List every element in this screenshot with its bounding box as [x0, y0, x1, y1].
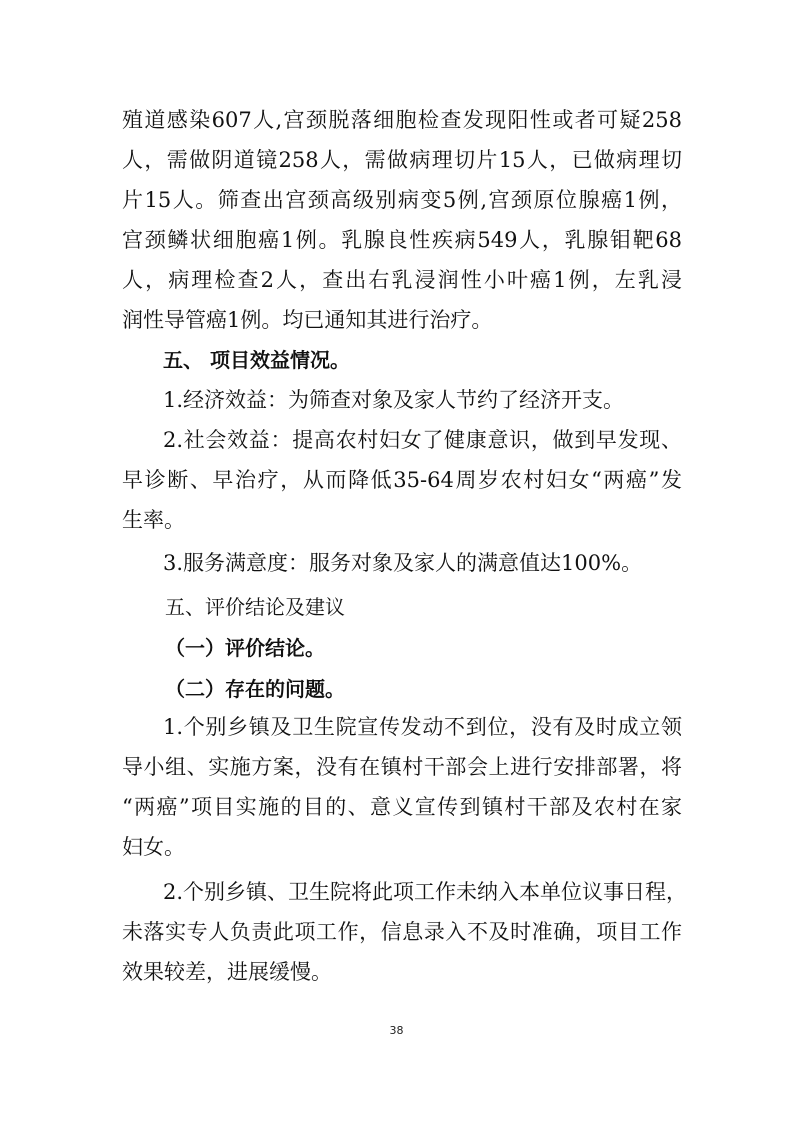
body-line: 未落实专人负责此项工作，信息录入不及时准确，项目工作 [122, 920, 682, 944]
section-heading: 五、 项目效益情况。 [163, 348, 350, 372]
body-line: 宫颈鳞状细胞癌1例。乳腺良性疾病549人，乳腺钼靶68 [122, 228, 682, 252]
body-line: 早诊断、早治疗，从而降低35-64周岁农村妇女“两癌”发 [122, 468, 682, 492]
subsection-heading: （二）存在的问题。 [165, 677, 345, 701]
body-line: 人，病理检查2人，查出右乳浸润性小叶癌1例，左乳浸 [122, 268, 682, 292]
body-line: 1.经济效益：为筛查对象及家人节约了经济开支。 [163, 388, 625, 412]
body-line: 妇女。 [122, 835, 185, 859]
page-number: 38 [389, 1024, 404, 1037]
body-line: 导小组、实施方案，没有在镇村干部会上进行安排部署，将 [122, 755, 682, 779]
body-line: “两癌”项目实施的目的、意义宣传到镇村干部及农村在家 [122, 795, 682, 819]
body-line: 效果较差，进展缓慢。 [122, 960, 332, 984]
body-line: 1.个别乡镇及卫生院宣传发动不到位，没有及时成立领 [163, 715, 682, 739]
body-line: 3.服务满意度：服务对象及家人的满意值达100%。 [163, 551, 643, 575]
section-heading: 五、评价结论及建议 [165, 595, 345, 619]
body-line: 2.个别乡镇、卫生院将此项工作未纳入本单位议事日程， [163, 880, 688, 904]
body-line: 润性导管癌1例。均已通知其进行治疗。 [122, 308, 493, 332]
body-line: 殖道感染607人,宫颈脱落细胞检查发现阳性或者可疑258 [122, 108, 682, 132]
body-line: 人，需做阴道镜258人，需做病理切片15人，已做病理切 [122, 148, 682, 172]
body-line: 2.社会效益：提高农村妇女了健康意识，做到早发现、 [163, 428, 682, 452]
subsection-heading: （一）评价结论。 [165, 636, 325, 660]
body-line: 生率。 [122, 508, 185, 532]
body-line: 片15人。筛查出宫颈高级别病变5例,宫颈原位腺癌1例， [122, 188, 682, 212]
